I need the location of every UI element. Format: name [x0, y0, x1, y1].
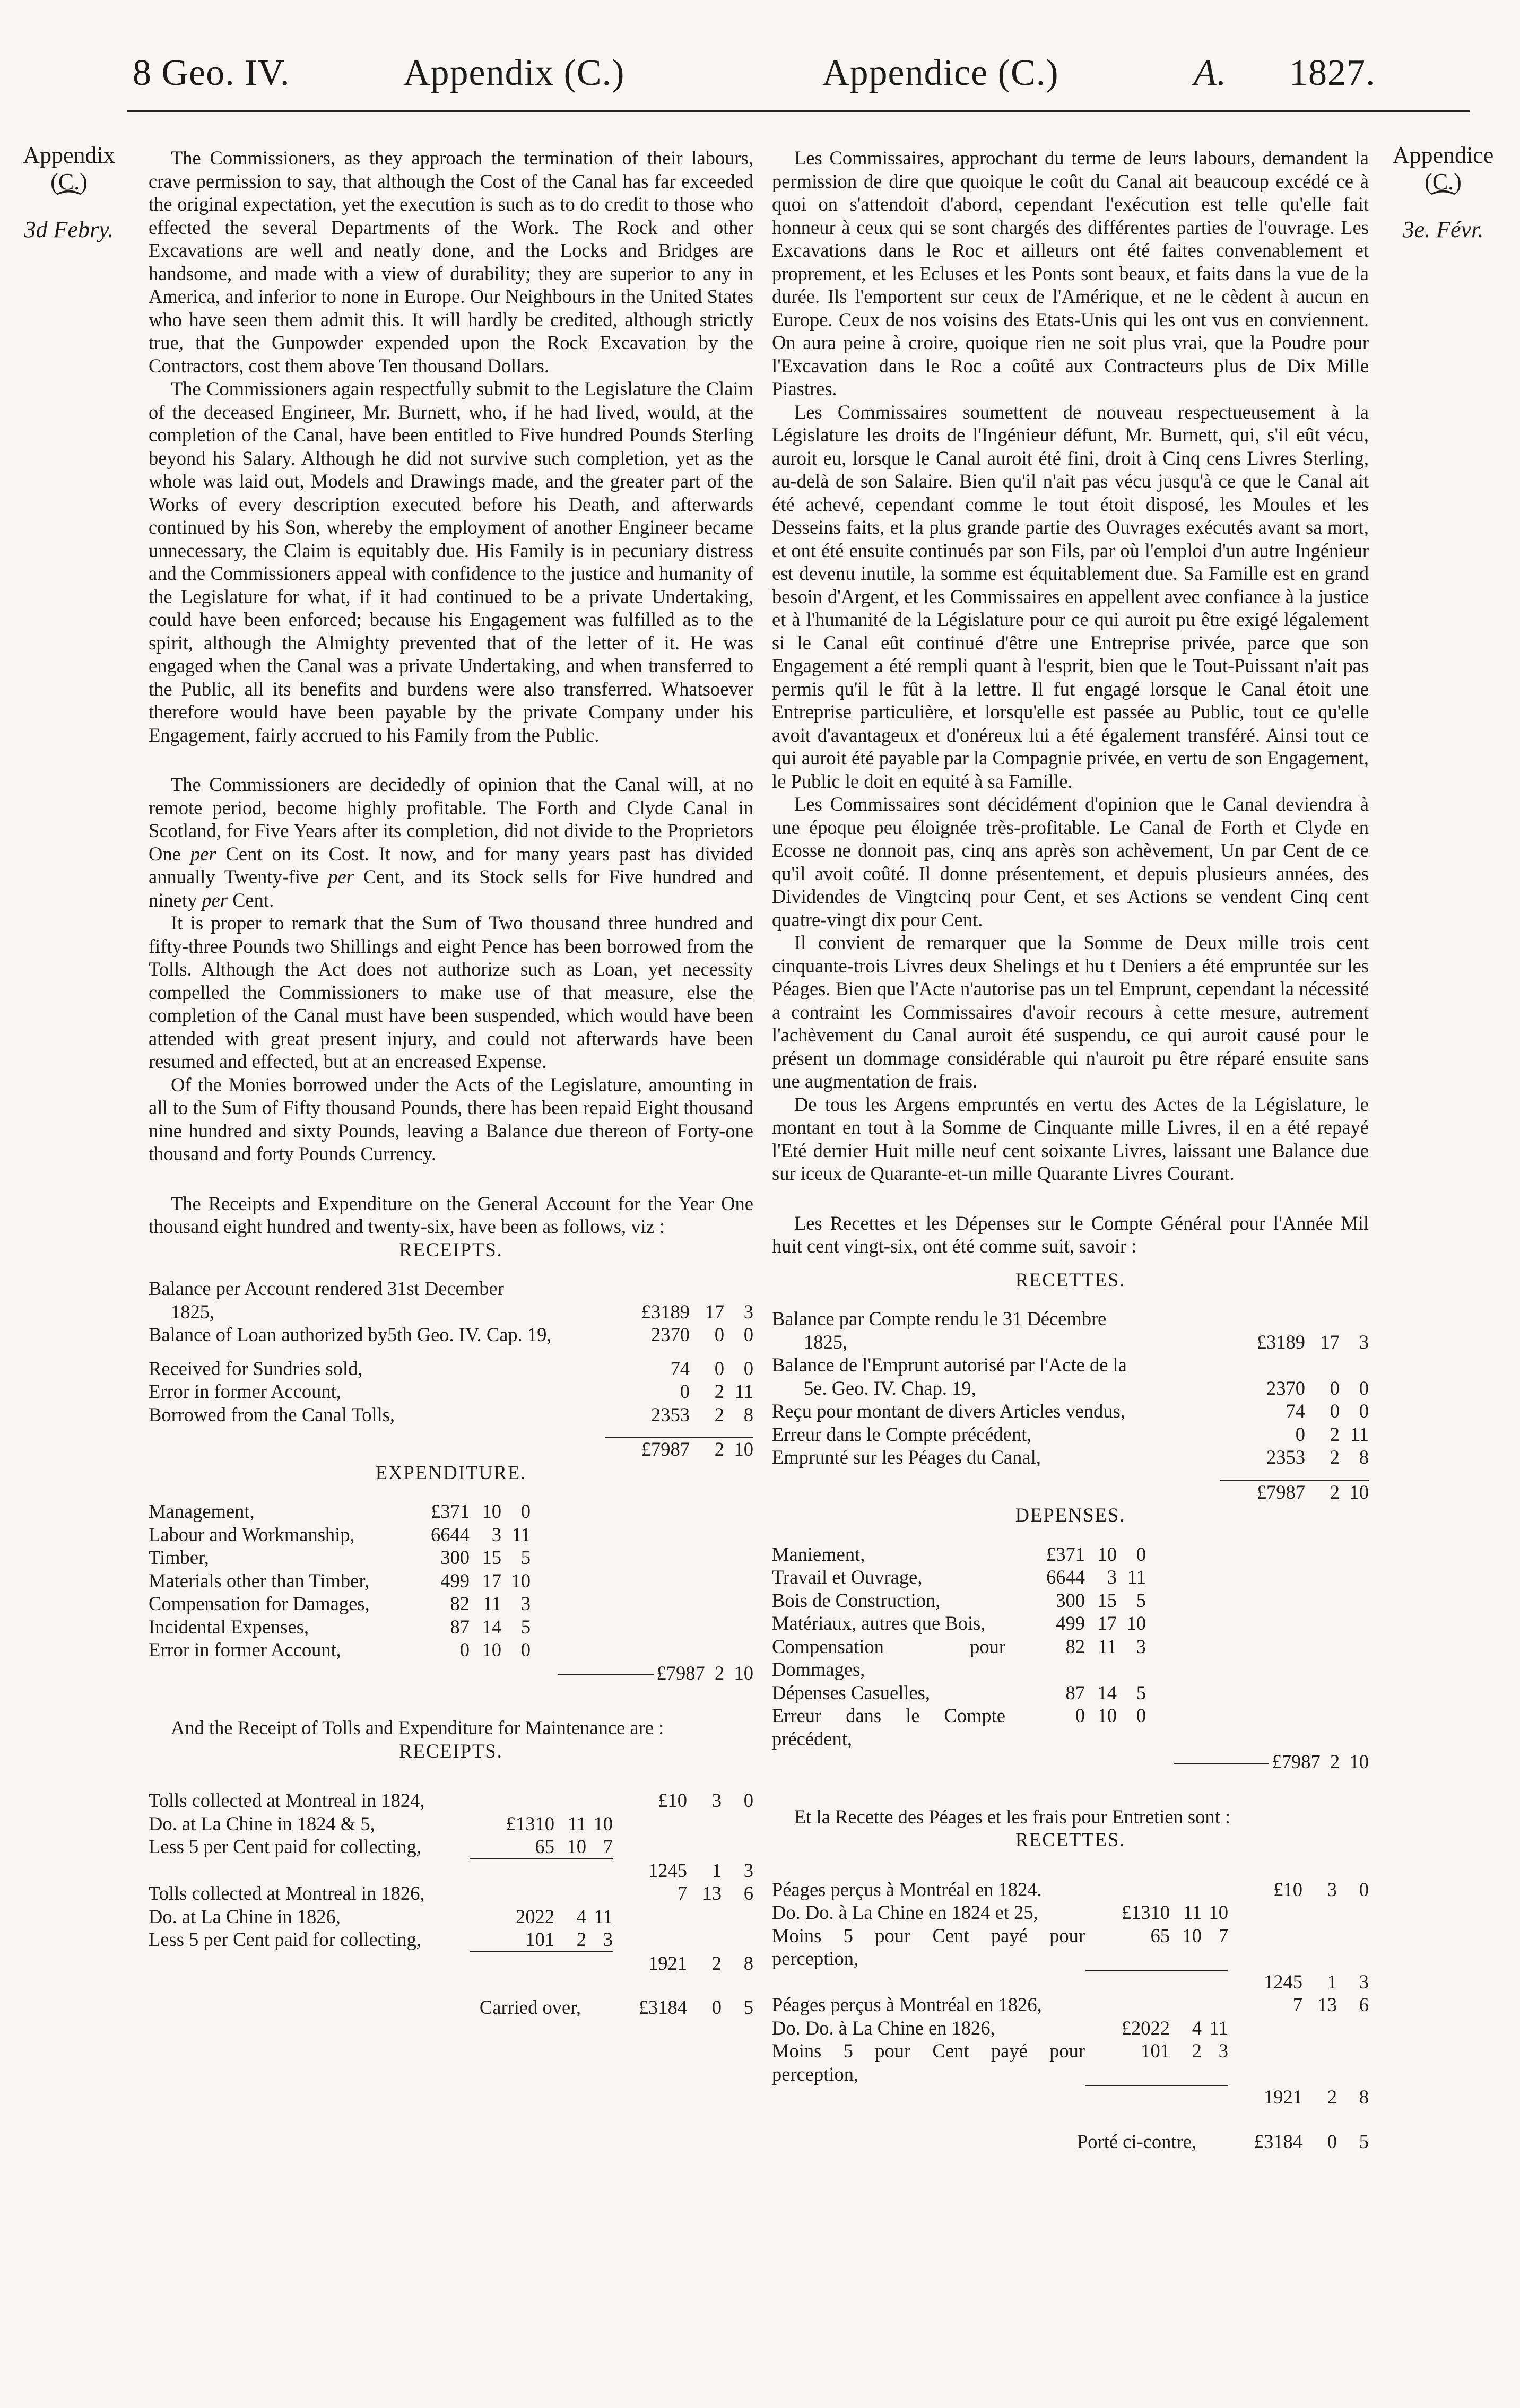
en-receipts2-heading: RECEIPTS.	[399, 1740, 503, 1762]
table-row: Erreur dans le Compte précédent, 0 10 0	[772, 1705, 1146, 1750]
english-column	[149, 146, 753, 2019]
en-receipts-table	[149, 1277, 753, 1461]
header-year: 1827.	[1289, 53, 1376, 93]
table-row: Do. at La Chine in 1824 & 5, £1310 11 10	[149, 1812, 613, 1835]
total-row: £7987 2 10	[772, 1480, 1369, 1504]
side-en-line1: Appendix	[23, 142, 115, 168]
table-row: Received for Sundries sold, 74 0 0	[149, 1357, 753, 1379]
header-regnal-year: 8 Geo. IV.	[133, 53, 290, 93]
fr-paragraph-1: Les Commissaires, approchant du terme de leurs labours, demandent la permission de dire que quoique le coût du Canal ait beaucoup excédé ce à quoi on s'attendoit d'abord, cependant l'exécution est telle qu'elle fait honneur à ceux qui se sont chargés des différentes parties de l'ouvrage. Les Excavations dans le Roc et ailleurs ont été faites convenablement et proprement, et les Ecluses et les Ponts sont beaux, et faits dans la vue de la durée. Ils l'emportent sur ceux de l'Amérique, et ne le cèdent à aucun en Europe. Ceux de nos voisins des Etats-Unis qui les ont vus en conviennent. On aura peine à croire, quoique rien ne soit plus vrai, que la Poudre pour l'Excavation dans le Roc a coûté aux Contracteurs plus de Dix Mille Piastres.	[772, 147, 1369, 399]
side-note-fr	[1374, 142, 1512, 243]
en-paragraph-7: And the Receipt of Tolls and Expenditure for Maintenance are :	[171, 1717, 664, 1738]
en-p3-text-e: Cent, and its Stock sells for Five hundred and ninety	[149, 866, 753, 911]
en-tolls-table	[149, 1789, 753, 2019]
table-row: 1825, £3189 17 3	[171, 1300, 753, 1323]
header-appendix-fr: Appendice (C.)	[822, 53, 1059, 93]
side-fr-date: 3e. Févr.	[1402, 216, 1484, 242]
fr-paragraph-2: Les Commissaires soumettent de nouveau respectueusement à la Législature les droits de l'Ingénieur défunt, Mr. Burnett, qui, s'il eût vécu, auroit eu, lorsque le Canal auroit été fini, droit à Cinq cens Livres Sterling, au-delà de son Salaire. Bien qu'il n'ait pas vécu jusqu'à ce que le Canal ait été achevé, cependant comme le tout étoit disposé, les Moules et les Desseins faits, et la plus grande partie des Ouvrages exécutés avant sa mort, et ont été ensuite continués par son Fils, par où l'emploi d'un autre Ingénieur est devenu inutile, la somme est équitablement due. Sa Famille est en grand besoin d'Argent, et les Commissaires en appellent avec confiance à la justice et à l'humanité de la Législature pour ce qui auroit pu être exigé légalement si le Canal eût continué d'être une Entreprise privée, parce que son Engagement a été rempli quant à l'esprit, bien que le Tout-Puissant n'ait pas permis qu'il le fût à la lettre. Il fut engagé lorsque le Canal étoit une Entreprise particulière, et lorsqu'elle est passée au Public, tout ce qu'elle avoit d'avantageux et d'onéreux lui a été également transféré. Ainsi tout ce qui auroit été payable par la Compagnie privée, en vertu de son Engagement, le Public le doit en equité à sa Famille.	[772, 401, 1369, 792]
table-row: Less 5 per Cent paid for collecting, 65 10 7	[149, 1836, 613, 1857]
fr-paragraph-3: Les Commissaires sont décidément d'opinion que le Canal deviendra à une époque peu éloignée très-profitable. Le Canal de Forth et Clyde en Ecosse ne donnoit pas, cinq ans après son achèvement, Un par Cent de ce qu'il avoit coûté. Il donne présentement, et depuis plusieurs années, des Dividendes de Vingtcinq pour Cent, et ses Actions se vendent Cinq cent quatre-vingt dix pour Cent.	[772, 793, 1369, 931]
header-rule	[127, 110, 1470, 112]
en-paragraph-1: The Commissioners, as they approach the termination of their labours, crave permission to say, that although the Cost of the Canal has far exceeded the original expectation, yet the execution is such as to do credit to those who effected the several Departments of the Work. The Rock and other Excavations are well and neatly done, and the Locks and Bridges are handsome, and made with a view of durability; they are superior to any in America, and inferior to none in Europe. Our Neighbours in the United States who have seen them admit this. It will hardly be credited, although strictly true, that the Gunpowder expended upon the Rock Excavation by the Contractors, cost them above Ten thousand Dollars.	[149, 147, 753, 377]
en-paragraph-4: It is proper to remark that the Sum of Two thousand three hundred and fifty-three Pounds two Shillings and eight Pence has been borrowed from the Tolls. Although the Act does not authorize such as Loan, yet necessity compelled the Commissioners to make use of that measure, else the completion of the Canal must have been suspended, which would have been attended with great present injury, and could not afterwards have been resumed and effected, but at an encreased Expense.	[149, 912, 753, 1072]
table-row: Balance par Compte rendu le 31 Décembre	[772, 1308, 1107, 1329]
fr-paragraph-4: Il convient de remarquer que la Somme de Deux mille trois cent cinquante-trois Livres deux Shelings et hu t Deniers a été empruntée sur les Péages. Bien que l'Acte n'autorise pas un tel Emprunt, cependant la nécessité a contraint les Commissaires d'avoir recours à cette mesure, autrement l'achèvement du Canal auroit été suspendu, ce qui auroit causé pour le présent un dommage considérable qui n'auroit pu être réparé ensuite sans une augmentation de frais.	[772, 932, 1369, 1092]
table-row: Péages perçus à Montréal en 1824. £10 3 0	[772, 1878, 1369, 1900]
table-row: Balance per Account rendered 31st December	[149, 1277, 504, 1299]
side-fr-line1: Appendice	[1392, 142, 1494, 168]
table-row: 1825, £3189 17 3	[804, 1331, 1369, 1353]
table-row: Balance of Loan authorized by5th Geo. IV. Cap. 19, 2370 0 0	[149, 1324, 753, 1345]
table-row: Emprunté sur les Péages du Canal, 2353 2 8	[772, 1446, 1369, 1468]
table-row: Dépenses Casuelles, 87 14 5	[772, 1681, 1146, 1703]
table-row: Labour and Workmanship, 6644 3 11	[149, 1523, 531, 1545]
total-row: £7987 2 10	[772, 1750, 1369, 1774]
table-row: Tolls collected at Montreal in 1824, £10 3 0	[149, 1789, 753, 1811]
french-column	[772, 146, 1369, 2153]
table-row: Moins 5 pour Cent payé pour perception, 65 10 7	[772, 1924, 1228, 1969]
table-row: Reçu pour montant de divers Articles vendus, 74 0 0	[772, 1400, 1369, 1422]
table-row: Do. Do. à La Chine en 1826, £2022 4 11	[772, 2016, 1228, 2039]
subtotal-row: 1245 1 3	[149, 1859, 753, 1882]
table-row: Materials other than Timber, 499 17 10	[149, 1569, 531, 1592]
header-a: A.	[1194, 53, 1227, 93]
en-p3-per: per	[190, 842, 216, 865]
carried-row: Porté ci-contre, £3184 0 5	[1077, 2130, 1369, 2152]
en-p3-text-a: The Commissioners are decidedly of opinion that the Canal will, at no remote period, become highly profitable. The Forth and Clyde Canal in Scotland, for Five Years after its completion, did not divide to the Proprietors One	[149, 773, 753, 865]
table-row: Do. at La Chine in 1826, 2022 4 11	[149, 1905, 613, 1927]
en-p3-text-g: Cent.	[228, 889, 274, 911]
fr-receipts2-heading: RECETTES.	[1015, 1829, 1126, 1850]
table-row: Incidental Expenses, 87 14 5	[149, 1615, 531, 1638]
table-row: Travail et Ouvrage, 6644 3 11	[772, 1566, 1146, 1588]
table-row: Management, £371 10 0	[149, 1500, 531, 1522]
table-row: Less 5 per Cent paid for collecting, 101 2 3	[149, 1928, 613, 1950]
en-p3-text-c: Cent on its Cost. It now, and for many years past has divided annually Twenty-five	[149, 842, 753, 888]
fr-receipts-table	[772, 1307, 1369, 1503]
table-row: Erreur dans le Compte précédent, 0 2 11	[772, 1423, 1369, 1445]
total-row: £7987 2 10	[149, 1437, 753, 1461]
brace-ornament: ⁀	[58, 191, 80, 221]
subtotal-row: 1245 1 3	[772, 1970, 1369, 1994]
table-row: Moins 5 pour Cent payé pour perception, 101 2 3	[772, 2040, 1228, 2085]
en-expenditure-table	[149, 1500, 753, 1684]
en-paragraph-3	[149, 773, 753, 911]
en-p3-per: per	[202, 889, 228, 911]
header-appendix-en: Appendix (C.)	[403, 53, 625, 93]
side-en-date: 3d Febry.	[24, 216, 114, 242]
table-row: Tolls collected at Montreal in 1826, 7 13 6	[149, 1882, 753, 1904]
fr-expenditure-heading: DEPENSES.	[1015, 1504, 1126, 1526]
table-row: Bois de Construction, 300 15 5	[772, 1589, 1146, 1611]
table-row: Péages perçus à Montréal en 1826, 7 13 6	[772, 1994, 1369, 2015]
en-paragraph-5: Of the Monies borrowed under the Acts of the Legislature, amounting in all to the Sum of Fifty thousand Pounds, there has been repaid Eight thousand nine hundred and sixty Pounds, leaving a Balance due thereon of Forty-one thousand and forty Pounds Currency.	[149, 1073, 753, 1164]
table-row: Borrowed from the Canal Tolls, 2353 2 8	[149, 1403, 753, 1425]
subtotal-row: 1921 2 8	[149, 1952, 753, 1975]
table-row: Compensation for Damages, 82 11 3	[149, 1593, 531, 1614]
en-paragraph-6: The Receipts and Expenditure on the General Account for the Year One thousand eight hundred and twenty-six, have been as follows, viz :	[149, 1192, 753, 1237]
table-row: Compensation pour Dommages, 82 11 3	[772, 1635, 1146, 1680]
table-row: Do. Do. à La Chine en 1824 et 25, £1310 11 10	[772, 1901, 1228, 1923]
table-row: Maniement, £371 10 0	[772, 1543, 1146, 1565]
fr-paragraph-5: De tous les Argens empruntés en vertu des Actes de la Législature, le montant en tout à la Somme de Cinquante mille Livres, il en a été repayé l'Eté dernier Huit mille neuf cent soixante Livres, laissant une Balance due sur iceux de Quarante-et-un mille Quarante Livres Courant.	[772, 1093, 1369, 1184]
table-row: Error in former Account, 0 2 11	[149, 1380, 753, 1402]
fr-expenditure-table	[772, 1543, 1369, 1774]
side-en-line2: (C.)	[50, 169, 88, 195]
total-row: £7987 2 10	[149, 1662, 753, 1685]
subtotal-row: 1921 2 8	[772, 2085, 1369, 2109]
side-fr-line2: (C.)	[1425, 169, 1462, 195]
table-row: Timber, 300 15 5	[149, 1546, 531, 1568]
en-p3-per: per	[328, 866, 354, 888]
en-receipts-heading: RECEIPTS.	[399, 1238, 503, 1260]
carried-row: Carried over, £3184 0 5	[479, 1996, 753, 2018]
fr-tolls-table	[772, 1878, 1369, 2153]
table-row: Matériaux, autres que Bois, 499 17 10	[772, 1612, 1146, 1634]
side-note-en	[0, 142, 138, 243]
fr-paragraph-6: Les Recettes et les Dépenses sur le Compte Général pour l'Année Mil huit cent vingt-six, ont été comme suit, savoir :	[772, 1212, 1369, 1257]
table-row: Error in former Account, 0 10 0	[149, 1639, 531, 1661]
fr-paragraph-7: Et la Recette des Péages et les frais pour Entretien sont :	[794, 1805, 1230, 1828]
table-row: Balance de l'Emprunt autorisé par l'Acte de la	[772, 1354, 1127, 1376]
en-expenditure-heading: EXPENDITURE.	[375, 1461, 527, 1483]
en-paragraph-2: The Commissioners again respectfully submit to the Legislature the Claim of the deceased Engineer, Mr. Burnett, who, if he had lived, would, at the completion of the Canal, have been entitled to Five hundred Pounds Sterling beyond his Salary. Although he did not survive such completion, yet as the whole was laid out, Models and Drawings made, and the greater part of the Works of every description executed before his Death, and afterwards continued by his Son, whereby the employment of another Engineer became unnecessary, the Claim is equitably due. His Family is in pecuniary distress and the Commissioners appeal with confidence to the justice and humanity of the Legislature for what, if it had continued to be a private Undertaking, could have been enforced; because his Engagement was fulfilled as to the spirit, although the Almighty prevented that of the letter of it. He was engaged when the Canal was a private Undertaking, and when transferred to the Public, all its benefits and burdens were also transferred. Whatsoever therefore would have been payable by the private Company under his Engagement, fairly accrued to his Family from the Public.	[149, 378, 753, 746]
table-row: 5e. Geo. IV. Chap. 19, 2370 0 0	[804, 1377, 1369, 1399]
fr-receipts-heading: RECETTES.	[1015, 1268, 1126, 1291]
brace-ornament: ⁀	[1432, 191, 1454, 221]
